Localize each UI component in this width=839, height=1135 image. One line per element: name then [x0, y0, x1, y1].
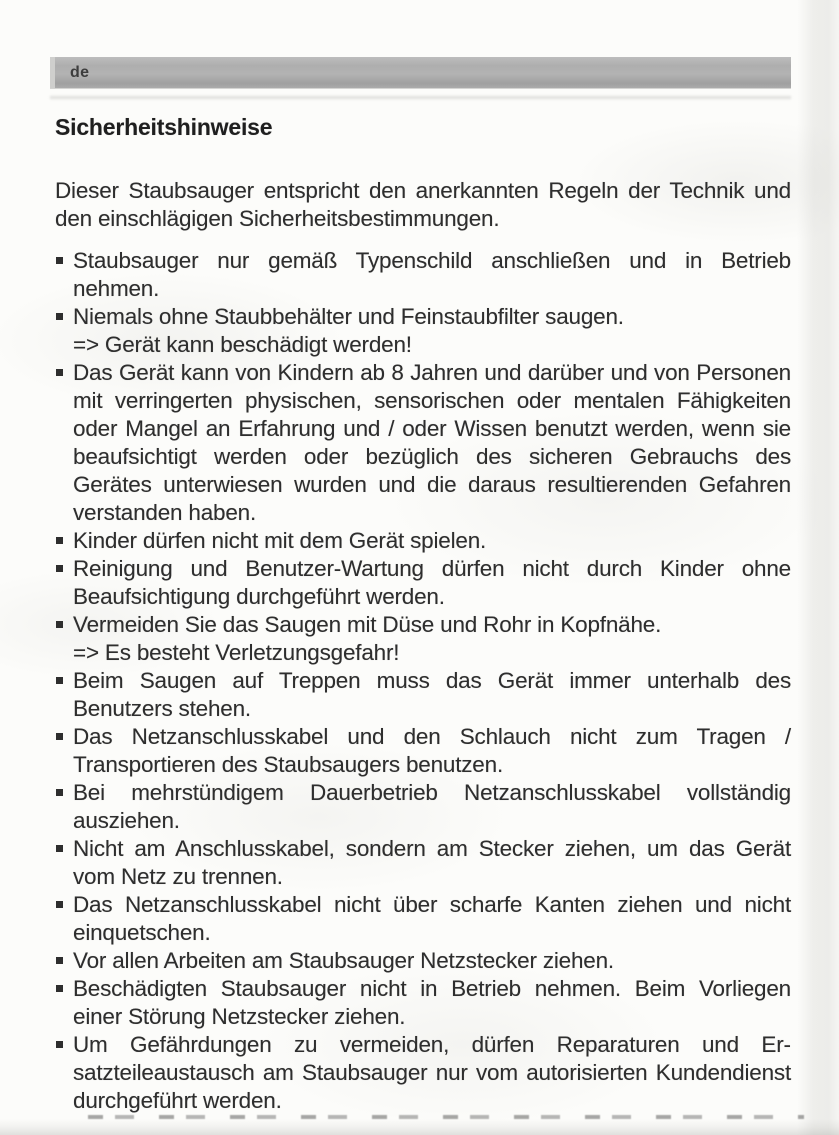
scan-edge-shadow-right	[797, 0, 839, 1135]
bullet-square-icon	[56, 957, 63, 964]
safety-instruction-text: Beschädigten Staubsauger nicht in Betrieb nehmen. Beim Vorliegen einer Störung Netzstecker ziehen.	[73, 976, 791, 1029]
bullet-square-icon	[56, 1041, 63, 1048]
safety-instruction-item	[55, 247, 791, 303]
safety-instruction-item	[55, 835, 791, 891]
bullet-square-icon	[56, 789, 63, 796]
safety-instruction-text: Beim Saugen auf Treppen muss das Gerät immer unterhalb des Benutzers stehen.	[73, 668, 791, 721]
page-content	[55, 114, 791, 1115]
safety-instruction-item	[55, 1031, 791, 1115]
safety-instruction-text: Das Gerät kann von Kindern ab 8 Jahren und darüber und von Personen mit verringerten physischen, sensorischen oder mentalen Fähigkeiten oder Mangel an Erfahrung und / oder Wissen benutzt werden, wenn sie beaufsichtigt werden oder bezüglich des sicheren Gebrauchs des Gerätes unterwiesen wurden und die daraus resultierenden Gefahren verstanden haben.	[73, 360, 791, 525]
safety-instruction-item	[55, 947, 791, 975]
safety-instruction-item	[55, 723, 791, 779]
safety-instruction-item	[55, 779, 791, 835]
safety-instruction-item	[55, 527, 791, 555]
safety-instruction-text: Kinder dürfen nicht mit dem Gerät spielen.	[73, 528, 487, 553]
safety-instruction-item	[55, 891, 791, 947]
bullet-square-icon	[56, 733, 63, 740]
safety-instruction-text: Reinigung und Benutzer-Wartung dürfen nicht durch Kinder ohne Beaufsichtigung durchgeführt werden.	[73, 556, 791, 609]
safety-instruction-note: => Gerät kann beschädigt werden!	[73, 332, 412, 357]
language-label: de	[70, 64, 90, 81]
intro-paragraph: Dieser Staubsauger entspricht den anerkannten Regeln der Technik und den einschlägigen Sicherheitsbestimmungen.	[55, 178, 791, 231]
bullet-square-icon	[56, 845, 63, 852]
safety-instruction-item	[55, 667, 791, 723]
safety-instruction-note: => Es besteht Verletzungsgefahr!	[73, 640, 400, 665]
bullet-square-icon	[56, 677, 63, 684]
cut-off-next-line-artifact	[88, 1115, 804, 1119]
bullet-square-icon	[56, 621, 63, 628]
safety-instruction-text: Um Gefährdungen zu vermeiden, dürfen Reparaturen und Ersatzteileaustausch am Staubsauger nur vom autorisierten Kundendienst durchgeführt werden.	[73, 1032, 791, 1113]
bullet-square-icon	[56, 537, 63, 544]
safety-instruction-text: Bei mehrstündigem Dauerbetrieb Netzanschlusskabel vollständig ausziehen.	[73, 780, 791, 833]
bullet-square-icon	[56, 369, 63, 376]
safety-instruction-text: Vermeiden Sie das Saugen mit Düse und Rohr in Kopfnähe.	[73, 612, 662, 637]
safety-instruction-item	[55, 975, 791, 1031]
safety-instruction-list	[55, 247, 791, 1115]
bullet-square-icon	[56, 565, 63, 572]
bullet-square-icon	[56, 313, 63, 320]
bullet-square-icon	[56, 901, 63, 908]
safety-instruction-text: Nicht am Anschlusskabel, sondern am Stecker ziehen, um das Gerät vom Netz zu trennen.	[73, 836, 791, 889]
bullet-square-icon	[56, 985, 63, 992]
bullet-square-icon	[56, 257, 63, 264]
scan-edge-shadow-bottom	[0, 1119, 839, 1135]
safety-instruction-text: Das Netzanschlusskabel nicht über scharfe Kanten ziehen und nicht einquetschen.	[73, 892, 791, 945]
safety-instruction-text: Vor allen Arbeiten am Staubsauger Netzstecker ziehen.	[73, 948, 614, 973]
safety-instruction-item	[55, 359, 791, 527]
safety-instruction-text: Niemals ohne Staubbehälter und Feinstaubfilter saugen.	[73, 304, 624, 329]
safety-instruction-text: Staubsauger nur gemäß Typenschild anschließen und in Betrieb nehmen.	[73, 248, 791, 301]
language-header-bar	[50, 57, 791, 88]
safety-instruction-item	[55, 303, 791, 359]
safety-instruction-item	[55, 555, 791, 611]
header-bar-scan-shadow	[50, 96, 791, 99]
safety-instruction-item	[55, 611, 791, 667]
page-title: Sicherheitshinweise	[55, 114, 273, 140]
safety-instruction-text: Das Netzanschlusskabel und den Schlauch nicht zum Tragen / Transportieren des Staubsaugers benutzen.	[73, 724, 791, 777]
